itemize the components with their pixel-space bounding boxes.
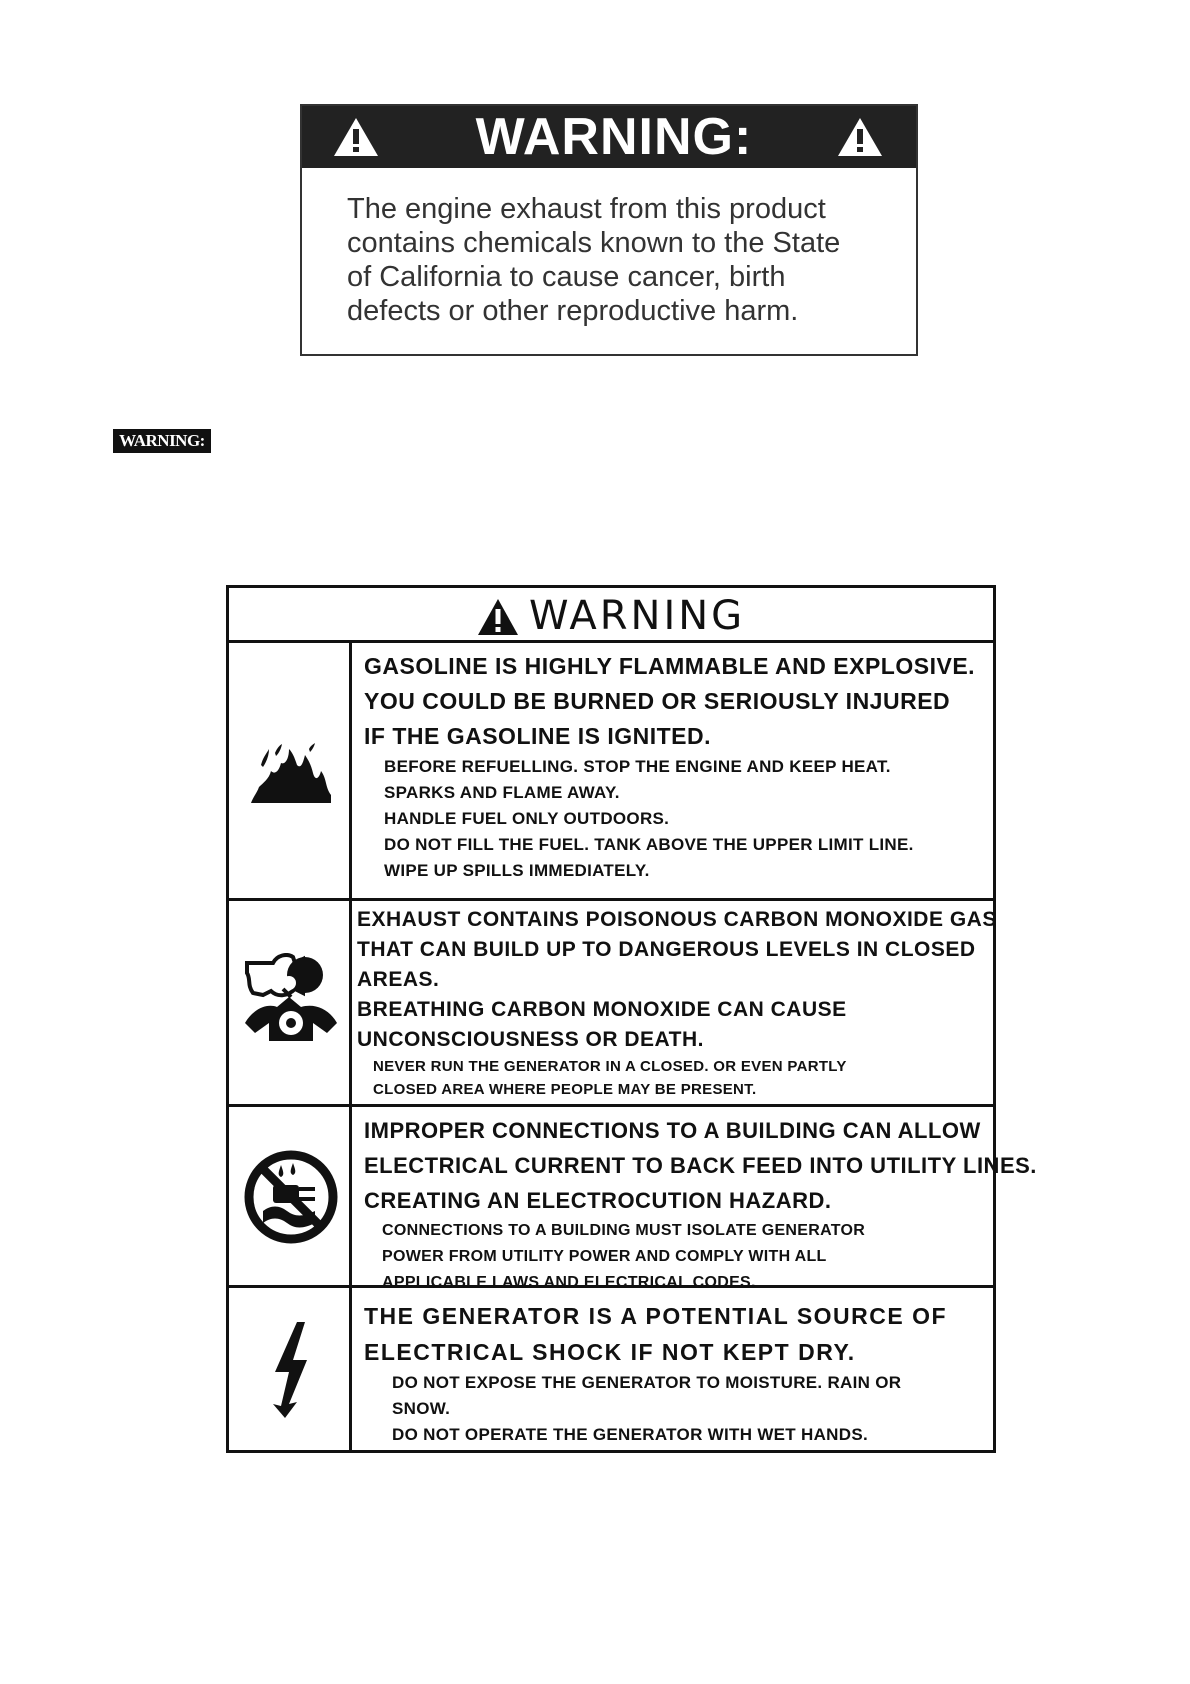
- warning-row-backfeed: [229, 1107, 1037, 1291]
- row-text: [364, 1113, 1037, 1296]
- small-warning-label: WARNING:: [113, 429, 211, 453]
- prop65-header: [302, 106, 916, 168]
- warning-table-header: [229, 588, 993, 643]
- lightning-bolt-icon: [271, 1320, 311, 1420]
- row-main-line: THE GENERATOR IS A POTENTIAL SOURCE OF: [364, 1303, 948, 1329]
- row-main-line: THAT CAN BUILD UP TO DANGEROUS LEVELS IN CLOSED: [357, 938, 976, 961]
- prop65-body-text: [347, 192, 907, 328]
- row-main-line: AREAS.: [357, 968, 440, 991]
- prop65-body-line: The engine exhaust from this product: [347, 193, 826, 225]
- generator-warning-table: [226, 585, 1037, 1453]
- warning-table-title: WARNING: [529, 593, 746, 639]
- row-main-line: GASOLINE IS HIGHLY FLAMMABLE AND EXPLOSIVE.: [364, 653, 976, 679]
- row-main-line: UNCONSCIOUSNESS OR DEATH.: [357, 1028, 704, 1051]
- row-sub-line: APPLICABLE LAWS AND ELECTRICAL CODES.: [382, 1274, 756, 1291]
- row-sub-line: BEFORE REFUELLING. STOP THE ENGINE AND KEEP HEAT.: [384, 757, 891, 776]
- row-icon-cell: [229, 1107, 352, 1285]
- row-sub-line: NEVER RUN THE GENERATOR IN A CLOSED. OR EVEN PARTLY: [373, 1058, 847, 1075]
- warning-row-electrical-shock: [229, 1288, 993, 1450]
- row-main-line: IF THE GASOLINE IS IGNITED.: [364, 723, 712, 749]
- warning-row-fire: [229, 643, 993, 901]
- prop65-title: WARNING:: [475, 108, 753, 166]
- warning-triangle-icon: [477, 598, 519, 636]
- row-main-line: YOU COULD BE BURNED OR SERIOUSLY INJURED: [364, 688, 951, 714]
- row-main-line: CREATING AN ELECTROCUTION HAZARD.: [364, 1188, 832, 1213]
- row-sub-line: CLOSED AREA WHERE PEOPLE MAY BE PRESENT.: [373, 1081, 757, 1098]
- row-sub-line: POWER FROM UTILITY POWER AND COMPLY WITH ALL: [382, 1248, 827, 1265]
- row-sub-line: DO NOT EXPOSE THE GENERATOR TO MOISTURE. RAIN OR: [392, 1373, 902, 1392]
- prop65-body-line: defects or other reproductive harm.: [347, 295, 799, 327]
- row-main-line: ELECTRICAL CURRENT TO BACK FEED INTO UTILITY LINES.: [364, 1153, 1037, 1178]
- toxic-fumes-icon: [243, 953, 339, 1045]
- row-sub-line: SPARKS AND FLAME AWAY.: [384, 783, 620, 802]
- row-icon-cell: [229, 643, 352, 898]
- prop65-body-line: contains chemicals known to the State: [347, 227, 841, 259]
- fire-icon: [249, 743, 333, 805]
- row-sub-line: DO NOT OPERATE THE GENERATOR WITH WET HANDS.: [392, 1425, 868, 1444]
- row-text: [364, 1298, 987, 1448]
- no-connection-icon: [243, 1149, 339, 1245]
- row-sub-line: SNOW.: [392, 1399, 451, 1418]
- row-text: [364, 649, 987, 884]
- row-main-line: ELECTRICAL SHOCK IF NOT KEPT DRY.: [364, 1339, 856, 1365]
- row-icon-cell: [229, 901, 352, 1104]
- row-sub-line: WIPE UP SPILLS IMMEDIATELY.: [384, 861, 650, 880]
- warning-triangle-icon: [836, 116, 884, 158]
- row-sub-line: HANDLE FUEL ONLY OUTDOORS.: [384, 809, 670, 828]
- row-icon-cell: [229, 1288, 352, 1450]
- prop65-warning-label: [300, 104, 918, 356]
- prop65-body-line: of California to cause cancer, birth: [347, 261, 786, 293]
- row-main-line: EXHAUST CONTAINS POISONOUS CARBON MONOXIDE GAS: [357, 908, 997, 931]
- row-main-line: BREATHING CARBON MONOXIDE CAN CAUSE: [357, 998, 847, 1021]
- row-text: [357, 905, 997, 1101]
- warning-row-carbon-monoxide: [229, 901, 997, 1107]
- row-sub-line: CONNECTIONS TO A BUILDING MUST ISOLATE GENERATOR: [382, 1222, 866, 1239]
- row-main-line: IMPROPER CONNECTIONS TO A BUILDING CAN ALLOW: [364, 1118, 981, 1143]
- row-sub-line: DO NOT FILL THE FUEL. TANK ABOVE THE UPPER LIMIT LINE.: [384, 835, 914, 854]
